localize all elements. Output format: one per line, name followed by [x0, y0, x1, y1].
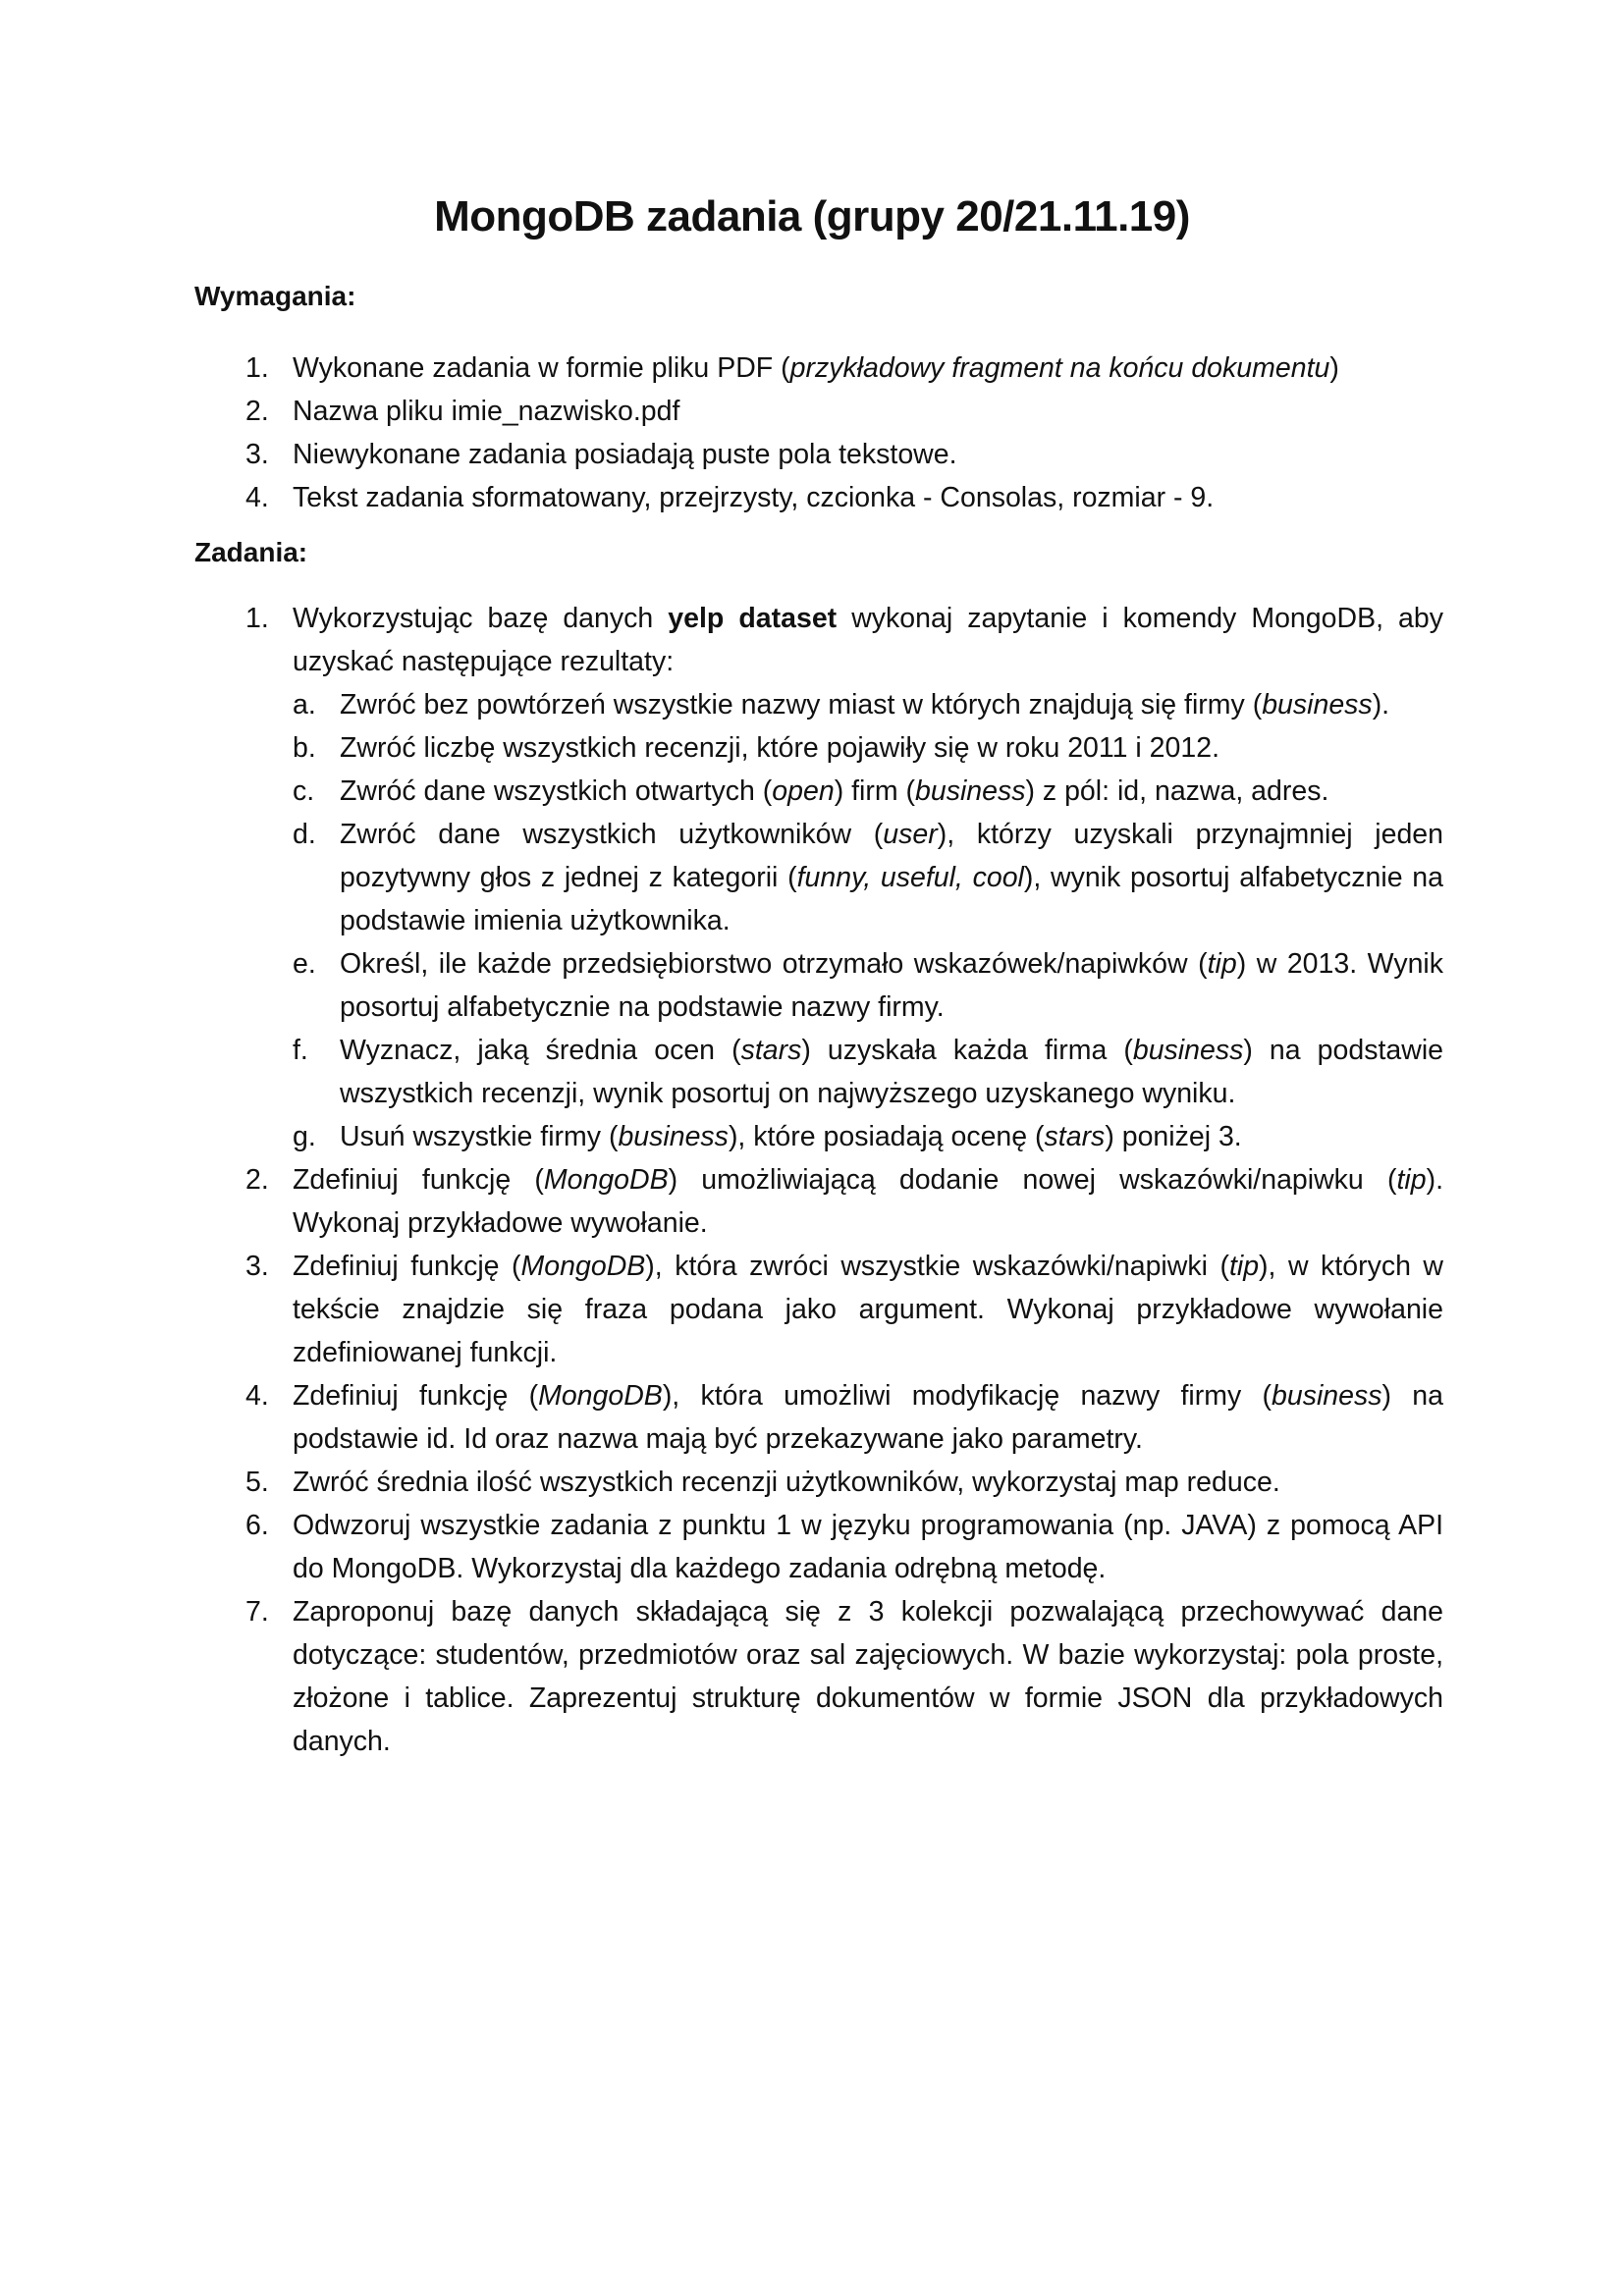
text-run: ) umożliwiającą dodanie nowej wskazówki/napiwku (: [668, 1164, 1397, 1196]
text-run: ) firm (: [834, 775, 916, 807]
list-number: 5.: [245, 1467, 269, 1498]
italic-term: tip: [1396, 1164, 1427, 1196]
list-item-text: [293, 396, 679, 427]
text-run: ) z pól: id, nazwa, adres.: [1025, 775, 1329, 807]
italic-term: open: [772, 775, 835, 807]
italic-term: stars: [740, 1035, 802, 1066]
text-run: wykonaj zapytanie i komendy MongoDB, aby uzyskać następujące rezultaty:: [293, 603, 1443, 677]
text-run: Zwróć dane wszystkich użytkowników (: [340, 819, 884, 850]
text-run: Tekst zadania sformatowany, przejrzysty, czcionka - Consolas, rozmiar - 9.: [293, 482, 1215, 513]
list-number: 4.: [245, 1380, 269, 1412]
list-item: [194, 1461, 1443, 1504]
document-title: MongoDB zadania (grupy 20/21.11.19): [434, 192, 1190, 240]
text-run: Zwróć bez powtórzeń wszystkie nazwy miast w których znajdują się firmy (: [340, 689, 1263, 721]
tasks-list: [194, 597, 1443, 1763]
list-item-text: [340, 775, 1328, 807]
text-run: Wykorzystując bazę danych: [293, 603, 669, 634]
list-number: 3.: [245, 439, 269, 470]
list-number: 6.: [245, 1510, 269, 1541]
list-number: a.: [293, 689, 316, 721]
italic-term: business: [1262, 689, 1373, 721]
text-run: ) na podstawie wszystkich recenzji, wynik posortuj on najwyższego uzyskanego wyniku.: [340, 1035, 1443, 1109]
sub-list-item: [194, 726, 1443, 770]
text-run: Zwróć liczbę wszystkich recenzji, które pojawiły się w roku 2011 i 2012.: [340, 732, 1219, 764]
list-item: [194, 1504, 1443, 1590]
list-number: 1.: [245, 603, 269, 634]
text-run: ).: [1372, 689, 1390, 721]
text-run: ), które posiadają ocenę (: [728, 1121, 1045, 1152]
text-run: Zwróć dane wszystkich otwartych (: [340, 775, 773, 807]
text-run: ) w 2013. Wynik posortuj alfabetycznie na podstawie nazwy firmy.: [340, 948, 1444, 1023]
sub-list-item: [194, 1029, 1443, 1115]
italic-term: MongoDB: [543, 1164, 669, 1196]
list-item-text: [340, 689, 1389, 721]
list-item-text: [293, 603, 1443, 677]
list-item: [194, 390, 1443, 433]
list-item-text: [340, 819, 1443, 936]
text-run: ) poniżej 3.: [1105, 1121, 1242, 1152]
list-item: [194, 433, 1443, 476]
list-number: d.: [293, 819, 316, 850]
italic-term: MongoDB: [538, 1380, 663, 1412]
list-number: 3.: [245, 1251, 269, 1282]
text-run: ): [1329, 352, 1339, 384]
tasks-heading: Zadania:: [194, 537, 308, 567]
list-item-text: [293, 1596, 1443, 1757]
italic-term: funny, useful, cool: [796, 862, 1024, 893]
text-run: Zdefiniuj funkcję (: [293, 1380, 539, 1412]
list-item-text: [293, 1380, 1443, 1455]
list-number: 2.: [245, 1164, 269, 1196]
list-number: 1.: [245, 352, 269, 384]
requirements-heading: Wymagania:: [194, 281, 356, 311]
list-item: [194, 597, 1443, 683]
text-run: Niewykonane zadania posiadają puste pola tekstowe.: [293, 439, 957, 470]
text-run: Odwzoruj wszystkie zadania z punktu 1 w języku programowania (np. JAVA) z pomocą API do MongoDB. Wykorzystaj dla każdego zadania odrębną metodę.: [293, 1510, 1443, 1584]
list-item: [194, 1245, 1443, 1374]
list-item-text: [340, 732, 1219, 764]
list-item-text: [293, 352, 1339, 384]
italic-term: MongoDB: [520, 1251, 646, 1282]
italic-term: user: [883, 819, 938, 850]
text-run: ) na podstawie id. Id oraz nazwa mają być przekazywane jako parametry.: [293, 1380, 1443, 1455]
list-number: e.: [293, 948, 316, 980]
list-item-text: [340, 1035, 1443, 1109]
sub-list-item: [194, 1115, 1443, 1158]
sub-list-item: [194, 813, 1443, 942]
sub-list-item: [194, 683, 1443, 726]
italic-term: stars: [1044, 1121, 1106, 1152]
list-item: [194, 347, 1443, 390]
text-run: Zwróć średnia ilość wszystkich recenzji użytkowników, wykorzystaj map reduce.: [293, 1467, 1280, 1498]
list-item-text: [293, 1251, 1443, 1368]
list-item-text: [293, 1510, 1443, 1584]
list-item: [194, 1590, 1443, 1763]
italic-term: tip: [1228, 1251, 1260, 1282]
text-run: ), którzy uzyskali przynajmniej jeden pozytywny głos z jednej z kategorii (: [340, 819, 1443, 893]
list-number: g.: [293, 1121, 316, 1152]
italic-term: przykładowy fragment na końcu dokumentu: [789, 352, 1330, 384]
italic-term: business: [1272, 1380, 1382, 1412]
bold-term: yelp dataset: [668, 603, 838, 634]
sub-list-item: [194, 942, 1443, 1029]
italic-term: business: [915, 775, 1026, 807]
text-run: ). Wykonaj przykładowe wywołanie.: [293, 1164, 1443, 1239]
list-number: 7.: [245, 1596, 269, 1628]
text-run: Usuń wszystkie firmy (: [340, 1121, 619, 1152]
list-item: [194, 1374, 1443, 1461]
list-number: f.: [293, 1035, 308, 1066]
text-run: Określ, ile każde przedsiębiorstwo otrzymało wskazówek/napiwków (: [340, 948, 1208, 980]
list-number: c.: [293, 775, 315, 807]
text-run: Nazwa pliku imie_nazwisko.pdf: [293, 396, 680, 427]
list-item: [194, 1158, 1443, 1245]
italic-term: business: [618, 1121, 729, 1152]
text-run: ), wynik posortuj alfabetycznie na podstawie imienia użytkownika.: [340, 862, 1443, 936]
list-item-text: [293, 482, 1214, 513]
list-item-text: [293, 1467, 1280, 1498]
list-item: [194, 476, 1443, 519]
text-run: ), która umożliwi modyfikację nazwy firmy (: [662, 1380, 1272, 1412]
text-run: Zdefiniuj funkcję (: [293, 1251, 521, 1282]
list-item-text: [293, 1164, 1443, 1239]
list-item-text: [293, 439, 957, 470]
text-run: Wyznacz, jaką średnia ocen (: [340, 1035, 741, 1066]
list-number: 2.: [245, 396, 269, 427]
italic-term: tip: [1207, 948, 1237, 980]
text-run: ) uzyskała każda firma (: [801, 1035, 1133, 1066]
sub-list-item: [194, 770, 1443, 813]
list-number: b.: [293, 732, 316, 764]
list-item-text: [340, 1121, 1242, 1152]
italic-term: business: [1132, 1035, 1244, 1066]
list-item-text: [340, 948, 1443, 1023]
text-run: ), w których w tekście znajdzie się fraza podana jako argument. Wykonaj przykładowe wywołanie zdefiniowanej funkcji.: [293, 1251, 1444, 1368]
list-number: 4.: [245, 482, 269, 513]
text-run: ), która zwróci wszystkie wskazówki/napiwki (: [645, 1251, 1229, 1282]
requirements-list: [194, 347, 1443, 519]
text-run: Wykonane zadania w formie pliku PDF (: [293, 352, 790, 384]
text-run: Zaproponuj bazę danych składającą się z 3 kolekcji pozwalającą przechowywać dane dotyczące: studentów, przedmiotów oraz sal zajęciowych. W bazie wykorzystaj: pola proste, złożone i tablice. Zaprezentuj strukturę dokumentów w formie JSON dla przykładowych danych.: [293, 1596, 1443, 1757]
text-run: Zdefiniuj funkcję (: [293, 1164, 544, 1196]
